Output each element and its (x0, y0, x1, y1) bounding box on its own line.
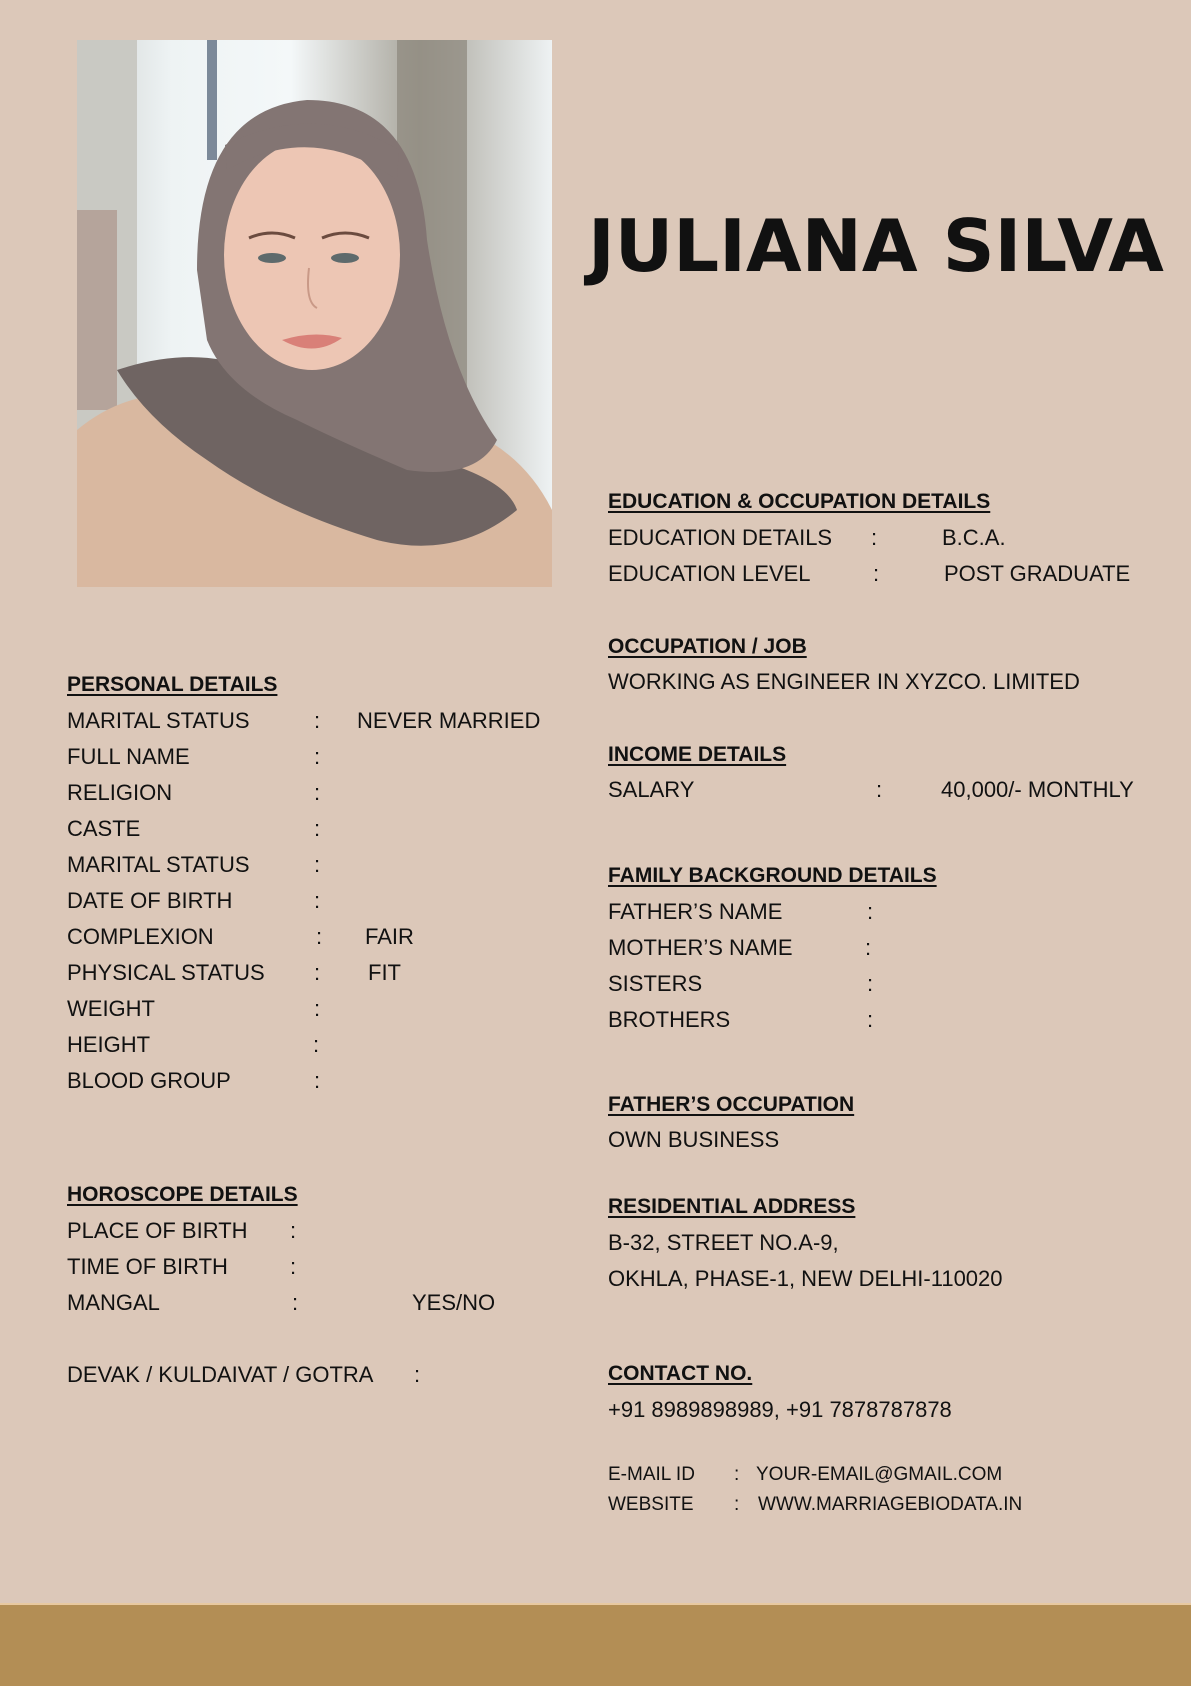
field-separator: : (314, 780, 321, 805)
field-separator: : (734, 1464, 740, 1485)
website-value: WWW.MARRIAGEBIODATA.IN (758, 1494, 1023, 1515)
field-label: MARITAL STATUS (67, 708, 250, 733)
field-label: FATHER’S NAME (608, 899, 783, 924)
personal-details-heading: PERSONAL DETAILS (67, 673, 278, 696)
email-value: YOUR-EMAIL@GMAIL.COM (756, 1464, 1003, 1485)
field-value: YES/NO (412, 1290, 496, 1315)
field-separator: : (314, 708, 321, 733)
field-label: PLACE OF BIRTH (67, 1218, 248, 1243)
field-separator: : (873, 561, 880, 586)
occupation-text: WORKING AS ENGINEER IN XYZCO. LIMITED (608, 669, 1080, 694)
field-label: HEIGHT (67, 1032, 151, 1057)
occupation-heading: OCCUPATION / JOB (608, 635, 807, 658)
field-separator: : (871, 525, 878, 550)
field-label: RELIGION (67, 780, 173, 805)
field-separator: : (414, 1362, 421, 1387)
field-separator: : (314, 816, 321, 841)
field-label: SISTERS (608, 971, 703, 996)
profile-name: JULIANA SILVA (588, 204, 1164, 288)
field-label: COMPLEXION (67, 924, 214, 949)
field-label: EDUCATION LEVEL (608, 561, 811, 586)
field-value: B.C.A. (942, 525, 1006, 550)
field-label: FULL NAME (67, 744, 190, 769)
profile-photo (77, 40, 552, 587)
field-separator: : (314, 1068, 321, 1093)
field-separator: : (867, 1007, 874, 1032)
email-label: E-MAIL ID (608, 1464, 695, 1485)
education-details-heading: EDUCATION & OCCUPATION DETAILS (608, 490, 991, 513)
field-label: MANGAL (67, 1290, 160, 1315)
field-value: FIT (368, 960, 401, 985)
website-label: WEBSITE (608, 1494, 694, 1515)
footer-band (0, 1603, 1191, 1686)
field-separator: : (867, 899, 874, 924)
field-separator: : (290, 1218, 297, 1243)
field-label: BROTHERS (608, 1007, 731, 1032)
field-value: POST GRADUATE (944, 561, 1131, 586)
field-separator: : (290, 1254, 297, 1279)
field-separator: : (314, 996, 321, 1021)
contact-heading: CONTACT NO. (608, 1362, 753, 1385)
field-separator: : (314, 960, 321, 985)
field-label: PHYSICAL STATUS (67, 960, 265, 985)
field-separator: : (865, 935, 872, 960)
field-label: TIME OF BIRTH (67, 1254, 228, 1279)
fathers-occupation-text: OWN BUSINESS (608, 1127, 780, 1152)
field-separator: : (734, 1494, 740, 1515)
field-label: BLOOD GROUP (67, 1068, 231, 1093)
field-label: SALARY (608, 777, 695, 802)
field-label: EDUCATION DETAILS (608, 525, 833, 550)
field-separator: : (316, 924, 323, 949)
field-label: CASTE (67, 816, 141, 841)
field-label: MOTHER’S NAME (608, 935, 793, 960)
field-label: WEIGHT (67, 996, 155, 1021)
residential-address-heading: RESIDENTIAL ADDRESS (608, 1195, 856, 1218)
field-separator: : (313, 1032, 320, 1057)
address-line-1: B-32, STREET NO.A-9, (608, 1230, 839, 1255)
family-background-heading: FAMILY BACKGROUND DETAILS (608, 864, 937, 887)
address-line-2: OKHLA, PHASE-1, NEW DELHI-110020 (608, 1266, 1003, 1291)
field-label: DATE OF BIRTH (67, 888, 233, 913)
contact-phones: +91 8989898989, +91 7878787878 (608, 1397, 952, 1422)
field-separator: : (314, 744, 321, 769)
field-separator: : (314, 852, 321, 877)
field-label: MARITAL STATUS (67, 852, 250, 877)
field-separator: : (867, 971, 874, 996)
field-value: NEVER MARRIED (357, 708, 541, 733)
fathers-occupation-heading: FATHER’S OCCUPATION (608, 1093, 855, 1116)
field-separator: : (876, 777, 883, 802)
field-separator: : (314, 888, 321, 913)
field-label: DEVAK / KULDAIVAT / GOTRA (67, 1362, 374, 1387)
horoscope-details-heading: HOROSCOPE DETAILS (67, 1183, 298, 1206)
field-value: 40,000/- MONTHLY (941, 777, 1134, 802)
field-value: FAIR (365, 924, 414, 949)
income-details-heading: INCOME DETAILS (608, 743, 787, 766)
field-separator: : (292, 1290, 299, 1315)
